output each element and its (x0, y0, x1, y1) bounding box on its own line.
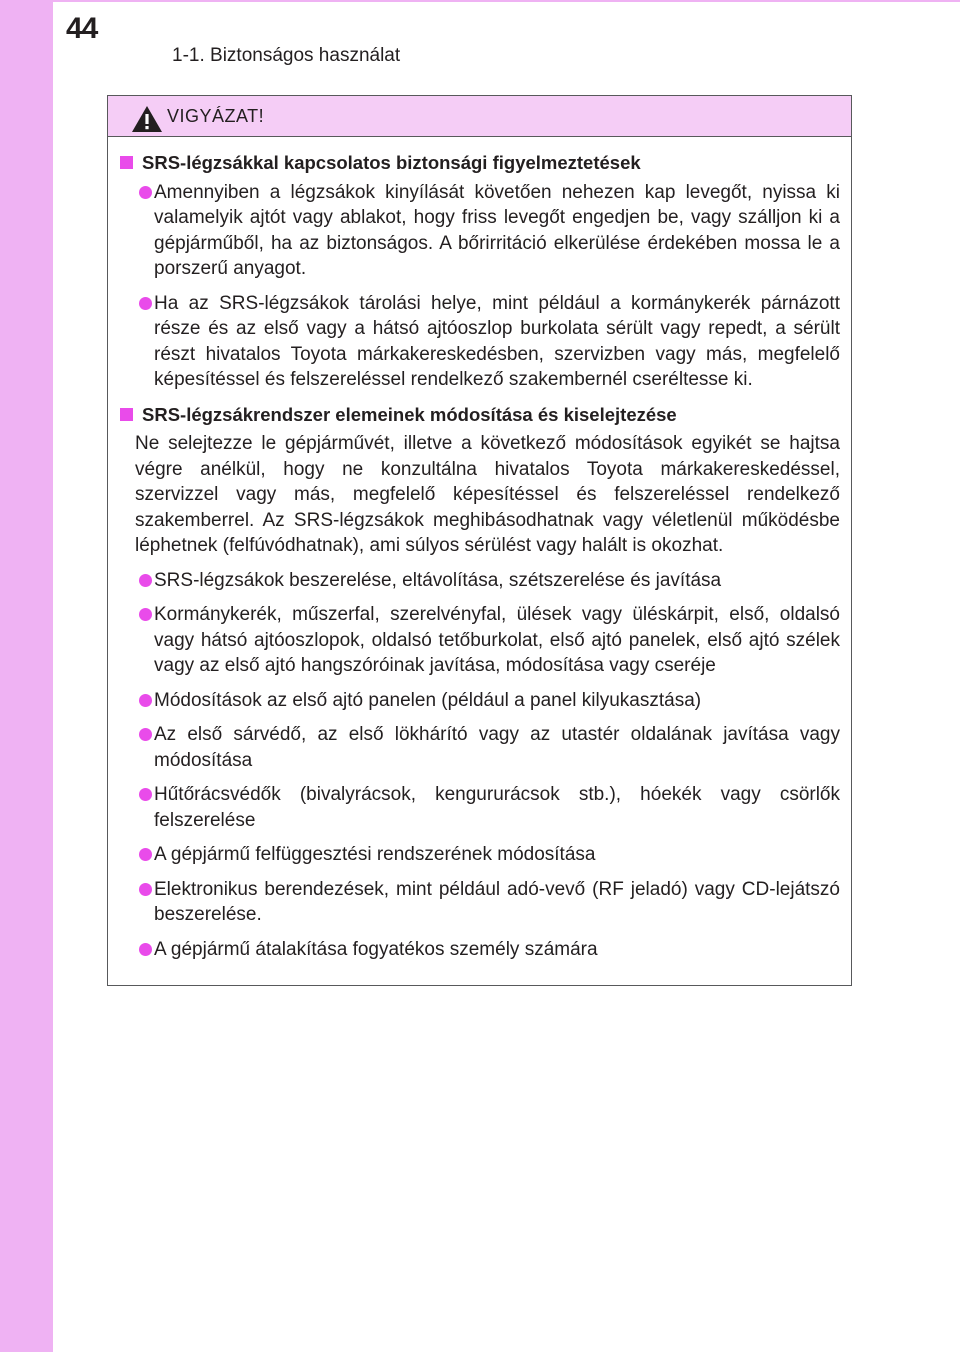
list-item-text: SRS-légzsákok beszerelése, eltávolítása, szétszerelése és javítása (154, 569, 722, 591)
list-item-text: A gépjármű felfüggesztési rendszerének módosítása (154, 844, 596, 865)
list-item-text: A gépjármű átalakítása fogyatékos személy számára (154, 938, 598, 960)
sub-heading-text: SRS-légzsákkal kapcsolatos biztonsági figyelmeztetések (142, 152, 641, 173)
section-title: 1-1. Biztonságos használat (172, 45, 401, 66)
list-item (120, 602, 840, 679)
list-item (120, 568, 840, 594)
modification-paragraph: Ne selejtezze le gépjárművét, illetve a következő módosítások egyikét se hajtsa végre anélkül, hogy ne konzultálna hivatalos Toyota márkakereskedéssel, szervizzel vagy más, megfelelő képesítéssel és felszereléssel rendelkező szakemberrel. Az SRS-légzsákok meghibásodhatnak vagy véletlenül működésbe léphetnek (felfúvódhatnak), ami súlyos sérülést vagy halált is okozhat. (135, 433, 840, 556)
list-item-text: Elektronikus berendezések, mint például adó-vevő (RF jeladó) vagy CD-lejátszó beszerelése. (154, 878, 840, 925)
circle-bullet-icon (139, 297, 152, 310)
circle-bullet-icon (139, 848, 152, 861)
list-item-text: Az első sárvédő, az első lökhárító vagy az utastér oldalának javítása vagy módosítása (154, 724, 840, 771)
list-item (120, 877, 840, 928)
circle-bullet-icon (139, 574, 152, 587)
warning-header (108, 96, 851, 137)
warning-title: VIGYÁZAT! (167, 106, 265, 126)
circle-bullet-icon (139, 608, 152, 621)
header-rule (53, 0, 960, 2)
sub-heading-modification (120, 402, 840, 428)
list-item-text: Hűtőrácsvédők (bivalyrácsok, kengururácsok stb.), hóekék vagy csörlők felszerelése (154, 784, 840, 831)
list-item-text: Amennyiben a légzsákok kinyílását követően nehezen kap levegőt, nyissa ki valamelyik ajtót vagy ablakot, hogy friss levegőt engedjen be, vagy szálljon ki a gépjárműből, ha az biztonságos. A bőrirritáció elkerülése érdekében mossa le a porszerű anyagot. (154, 181, 840, 279)
square-bullet-icon (120, 408, 133, 421)
sub-heading-safety (120, 150, 840, 176)
list-item-text: Kormánykerék, műszerfal, szerelvényfal, ülések vagy üléskárpit, első, oldalsó vagy hátsó ajtóoszlopok, oldalsó tetőburkolat, első ajtó panelek, első ajtó szélek vagy az első ajtó hangszóróinak javítása, módosítása vagy cseréje (154, 604, 840, 676)
circle-bullet-icon (139, 728, 152, 741)
side-color-strip (0, 0, 53, 1352)
page-number: 44 (66, 12, 98, 45)
sub-heading-text: SRS-légzsákrendszer elemeinek módosítása és kiselejtezése (142, 403, 677, 425)
list-item (120, 937, 840, 963)
warning-body (108, 137, 851, 962)
list-item (120, 782, 840, 833)
circle-bullet-icon (139, 788, 152, 801)
square-bullet-icon (120, 156, 133, 169)
circle-bullet-icon (139, 694, 152, 707)
list-item (120, 688, 840, 714)
list-item (120, 180, 840, 282)
list-item-text: Ha az SRS-légzsákok tárolási helye, mint például a kormánykerék párnázott része és az első vagy a hátsó ajtóoszlop burkolata sérült vagy repedt, a sérült részt hivatalos Toyota márkakereskedésben, szervizben vagy más, megfelelő képesítéssel és felszereléssel rendelkező szakembernél cseréltesse ki. (154, 292, 840, 390)
list-item (120, 842, 840, 868)
list-item (120, 722, 840, 773)
warning-triangle-icon (131, 105, 163, 133)
list-item-text: Módosítások az első ajtó panelen (például a panel kilyukasztása) (154, 689, 702, 711)
warning-box (107, 95, 852, 986)
circle-bullet-icon (139, 883, 152, 896)
list-item (120, 291, 840, 393)
circle-bullet-icon (139, 943, 152, 956)
circle-bullet-icon (139, 186, 152, 199)
